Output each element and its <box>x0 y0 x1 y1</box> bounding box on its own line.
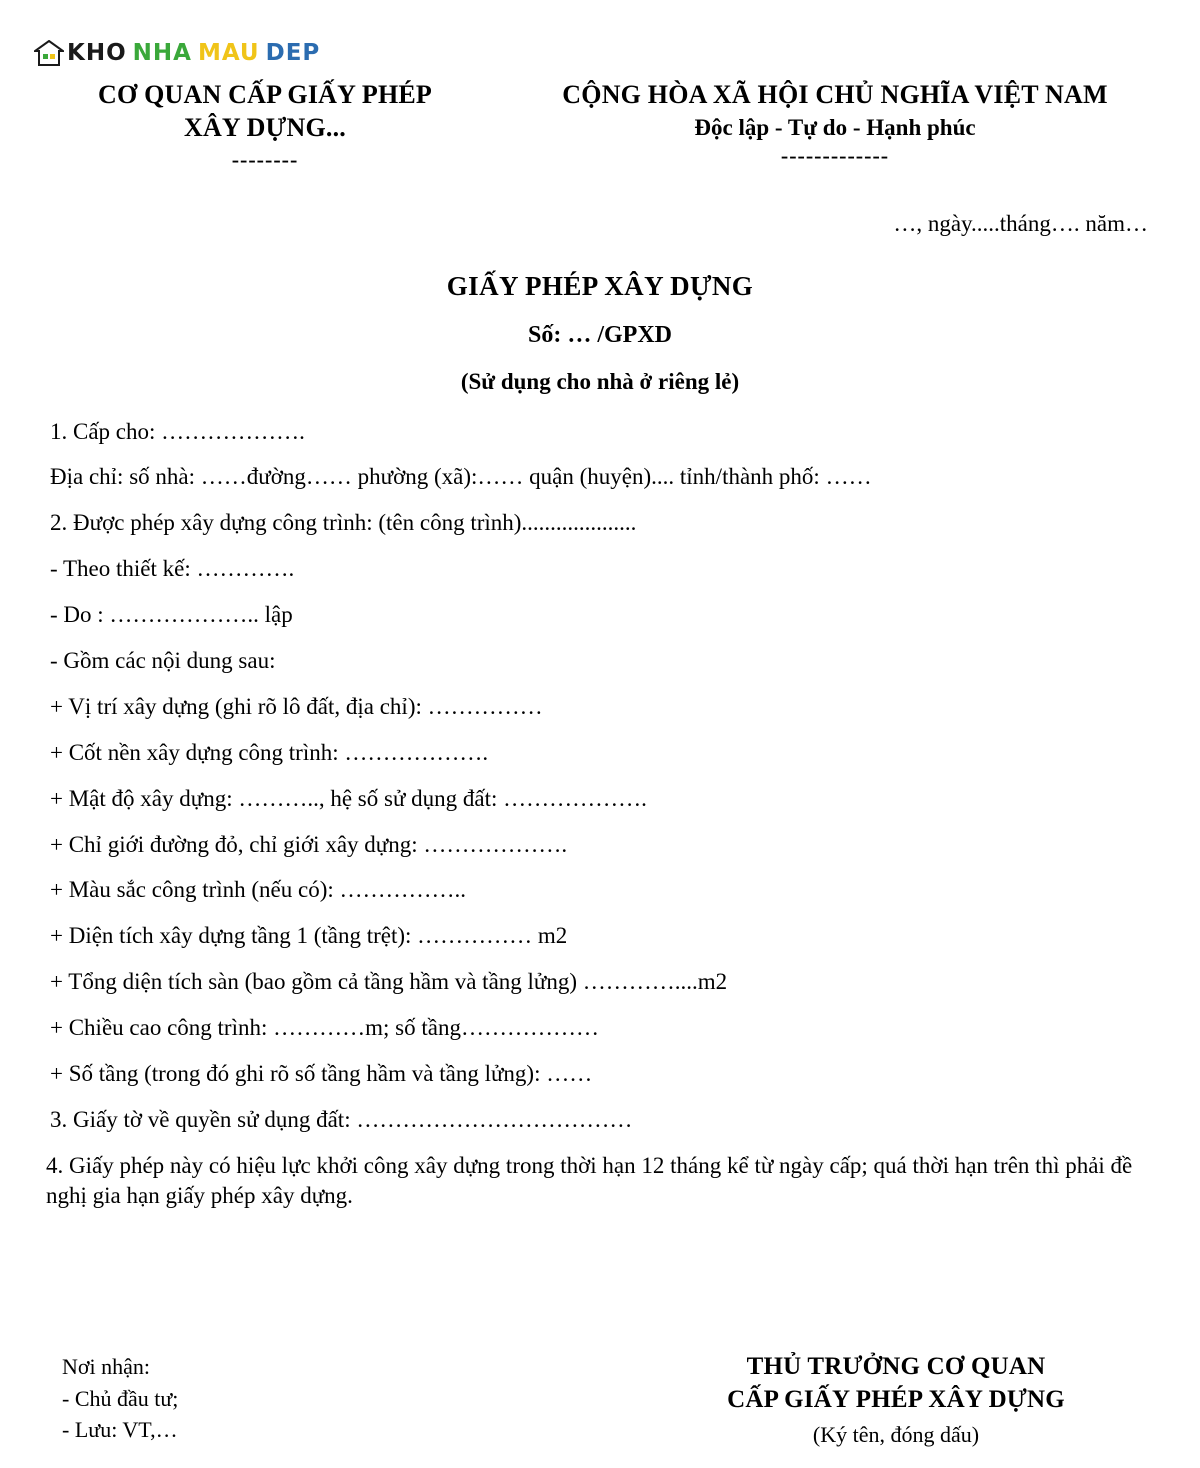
recipients-title: Nơi nhận: <box>62 1354 151 1379</box>
signer-title-line1: THỦ TRƯỞNG CƠ QUAN <box>746 1353 1046 1380</box>
logo-word-nha: NHA <box>132 40 192 66</box>
page-title: GIẤY PHÉP XÂY DỰNG <box>446 270 754 301</box>
body-paragraph-4: 4. Giấy phép này có hiệu lực khởi công xây dựng trong thời hạn 12 tháng kể từ ngày cấp; quá thời hạn trên thì phải đề nghị gia hạn giấy phép xây dựng. <box>46 1152 1133 1208</box>
body-line: 3. Giấy tờ về quyền sử dụng đất: ……………………………… <box>50 1106 633 1132</box>
document-body <box>30 417 1170 1211</box>
body-line: - Theo thiết kế: …………. <box>50 556 295 582</box>
issuing-authority-line2: XÂY DỰNG... <box>183 113 347 143</box>
house-icon <box>34 40 64 66</box>
signature-block <box>622 1351 1170 1448</box>
document-header <box>30 0 1170 173</box>
body-line: + Cốt nền xây dựng công trình: ………………. <box>50 739 489 765</box>
logo-word-dep: DEP <box>265 40 321 66</box>
body-line: + Số tầng (trong đó ghi rõ số tầng hầm và tầng lửng): …… <box>50 1061 593 1086</box>
signer-title-line2: CẤP GIẤY PHÉP XÂY DỰNG <box>727 1385 1065 1413</box>
body-line: - Gồm các nội dung sau: <box>50 647 276 673</box>
body-line: + Tổng diện tích sàn (bao gồm cả tầng hầm và tầng lửng) …………....m2 <box>50 969 728 995</box>
body-line: + Chiều cao công trình: …………m; số tầng……………… <box>50 1015 599 1041</box>
site-logo[interactable] <box>34 40 320 66</box>
logo-word-mau: MAU <box>197 40 260 66</box>
body-line: Địa chỉ: số nhà: ……đường…… phường (xã):…… quận (huyện).... tỉnh/thành phố: …… <box>50 464 872 490</box>
recipients-block <box>30 1351 622 1448</box>
body-line: + Vị trí xây dựng (ghi rõ lô đất, địa chỉ): …………… <box>50 693 543 719</box>
body-line: 1. Cấp cho: ………………. <box>50 418 305 444</box>
body-line: + Diện tích xây dựng tầng 1 (tầng trệt): …………… m2 <box>50 923 568 949</box>
national-heading-block <box>500 78 1170 173</box>
body-line: - Do : ……………….. lập <box>50 602 293 628</box>
issuing-authority-divider: -------- <box>231 146 299 172</box>
issuing-authority-line1: CƠ QUAN CẤP GIẤY PHÉP <box>97 80 432 109</box>
country-name: CỘNG HÒA XÃ HỘI CHỦ NGHĨA VIỆT NAM <box>562 80 1108 109</box>
national-motto: Độc lập - Tự do - Hạnh phúc <box>694 115 976 141</box>
recipient-item: - Chủ đầu tư; <box>62 1386 179 1412</box>
document-footer <box>30 1351 1170 1448</box>
recipient-item: - Lưu: VT,… <box>62 1417 178 1443</box>
issuing-authority-block <box>30 78 500 173</box>
logo-word-kho: KHO <box>67 40 127 66</box>
date-line: …, ngày.....tháng…. năm… <box>893 210 1148 236</box>
document-scope: (Sử dụng cho nhà ở riêng lẻ) <box>460 368 740 394</box>
body-line: 2. Được phép xây dựng công trình: (tên công trình).................... <box>50 510 637 536</box>
body-line: + Mật độ xây dựng: ……….., hệ số sử dụng đất: ………………. <box>50 785 647 811</box>
signature-note: (Ký tên, đóng dấu) <box>812 1422 980 1447</box>
body-line: + Chỉ giới đường đỏ, chỉ giới xây dựng: ………………. <box>50 831 568 857</box>
national-heading-divider: ------------- <box>780 143 890 169</box>
document-number: Số: … /GPXD <box>528 321 672 348</box>
body-line: + Màu sắc công trình (nếu có): …………….. <box>50 877 467 903</box>
